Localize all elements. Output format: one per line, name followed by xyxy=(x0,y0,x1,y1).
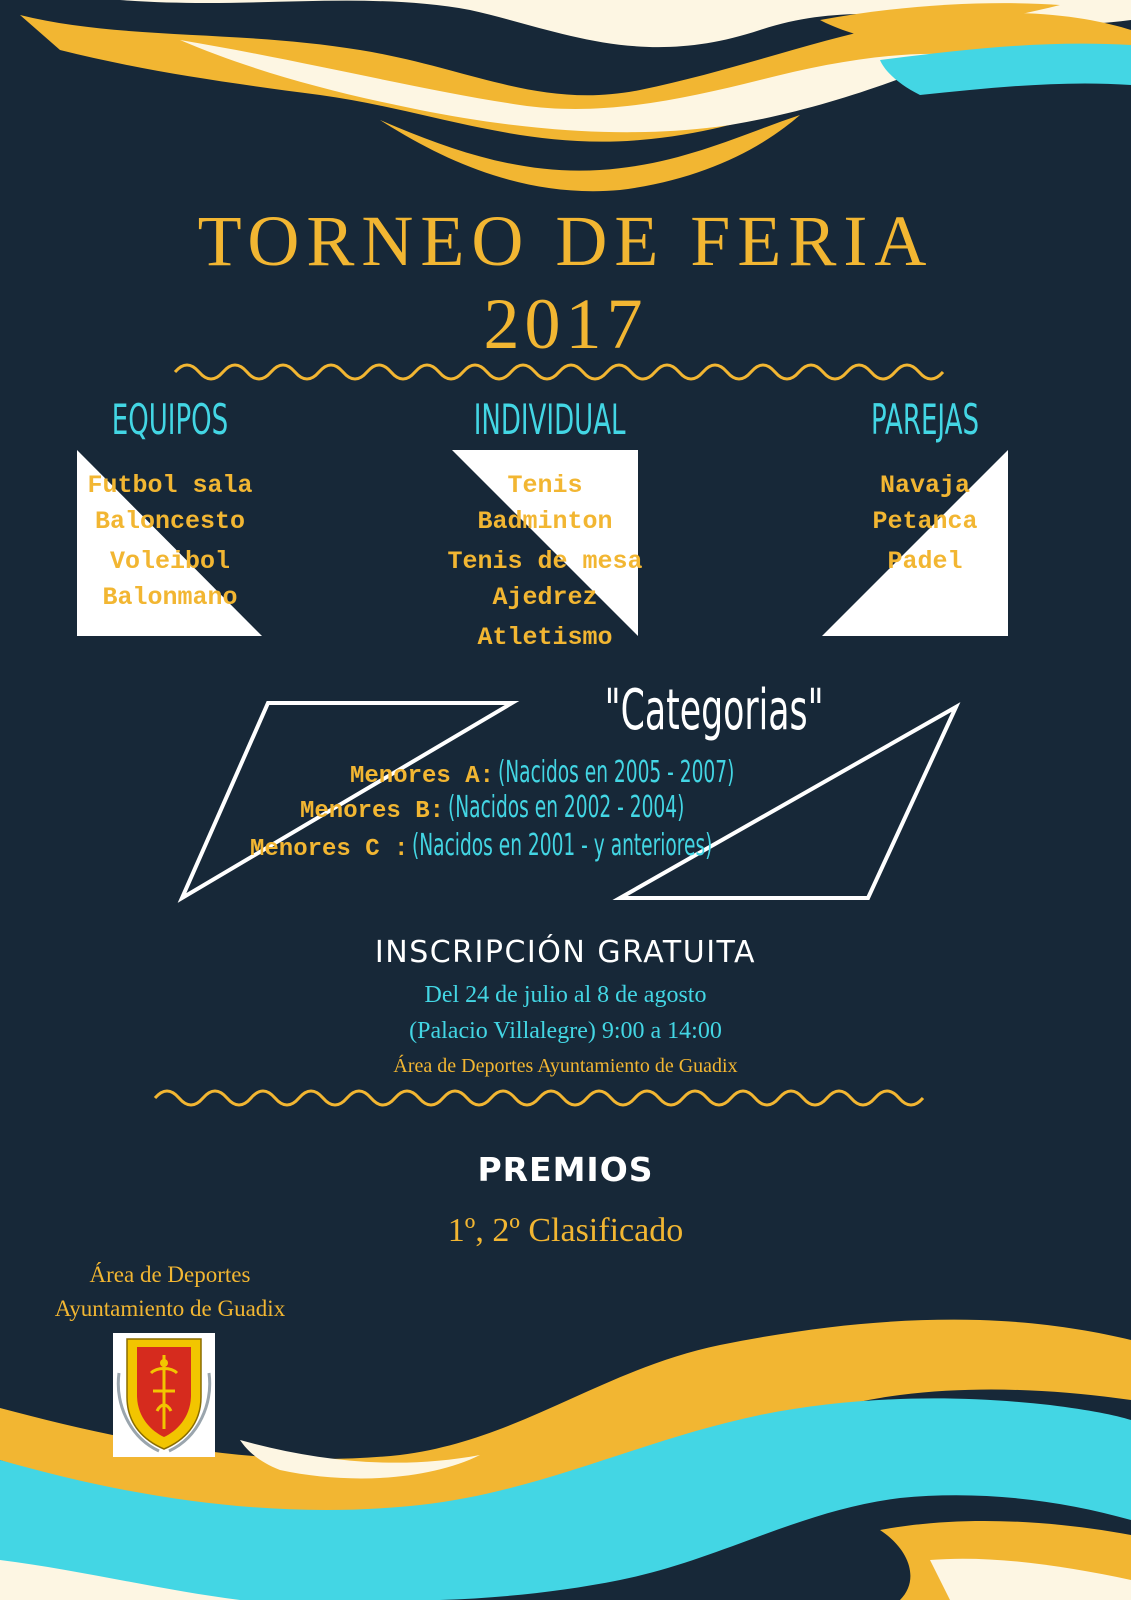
prizes-heading: PREMIOS xyxy=(477,1150,654,1189)
heading-parejas: PAREJAS xyxy=(871,395,979,444)
registration-place: (Palacio Villalegre) 9:00 a 14:00 xyxy=(409,1018,722,1044)
category-row xyxy=(250,828,897,863)
list-item: Padel xyxy=(887,547,963,576)
list-item: Tenis xyxy=(507,471,583,500)
list-item: Tenis de mesa xyxy=(447,547,643,576)
list-item: Badminton xyxy=(477,507,613,536)
prizes-text: 1º, 2º Clasificado xyxy=(447,1212,684,1249)
list-item: Baloncesto xyxy=(94,507,246,536)
category-range: (Nacidos en 2005 - 2007) xyxy=(498,755,735,790)
list-item: Ajedrez xyxy=(492,583,598,612)
registration-heading: INSCRIPCIÓN GRATUITA xyxy=(374,935,757,970)
heading-individual: INDIVIDUAL xyxy=(473,395,626,444)
event-title: TORNEO DE FERIA xyxy=(197,201,934,281)
list-individual xyxy=(420,468,670,656)
footer-organizer-line1: Área de Deportes xyxy=(89,1262,251,1287)
categories-title: "Categorias" xyxy=(604,678,824,743)
list-item: Balonmano xyxy=(102,583,238,612)
registration-dates: Del 24 de julio al 8 de agosto xyxy=(424,982,707,1008)
list-equipos xyxy=(70,468,270,616)
category-label: Menores B: xyxy=(300,798,445,825)
category-range: (Nacidos en 2002 - 2004) xyxy=(448,790,685,825)
list-item: Atletismo xyxy=(477,623,613,652)
list-item: Navaja xyxy=(879,471,970,500)
category-row xyxy=(350,755,879,790)
category-row xyxy=(300,790,829,825)
list-item: Petanca xyxy=(872,507,978,536)
list-parejas xyxy=(825,468,1025,580)
footer-organizer-line2: Ayuntamiento de Guadix xyxy=(54,1296,286,1321)
registration-organizer: Área de Deportes Ayuntamiento de Guadix xyxy=(393,1055,738,1077)
event-year: 2017 xyxy=(483,284,648,364)
list-item: Voleibol xyxy=(109,547,231,576)
city-crest-logo xyxy=(113,1333,215,1457)
category-label: Menores C : xyxy=(250,836,409,863)
list-item: Futbol sala xyxy=(87,471,253,500)
heading-equipos: EQUIPOS xyxy=(111,395,229,444)
category-range: (Nacidos en 2001 - y anteriores) xyxy=(412,828,713,863)
category-label: Menores A: xyxy=(350,763,495,790)
